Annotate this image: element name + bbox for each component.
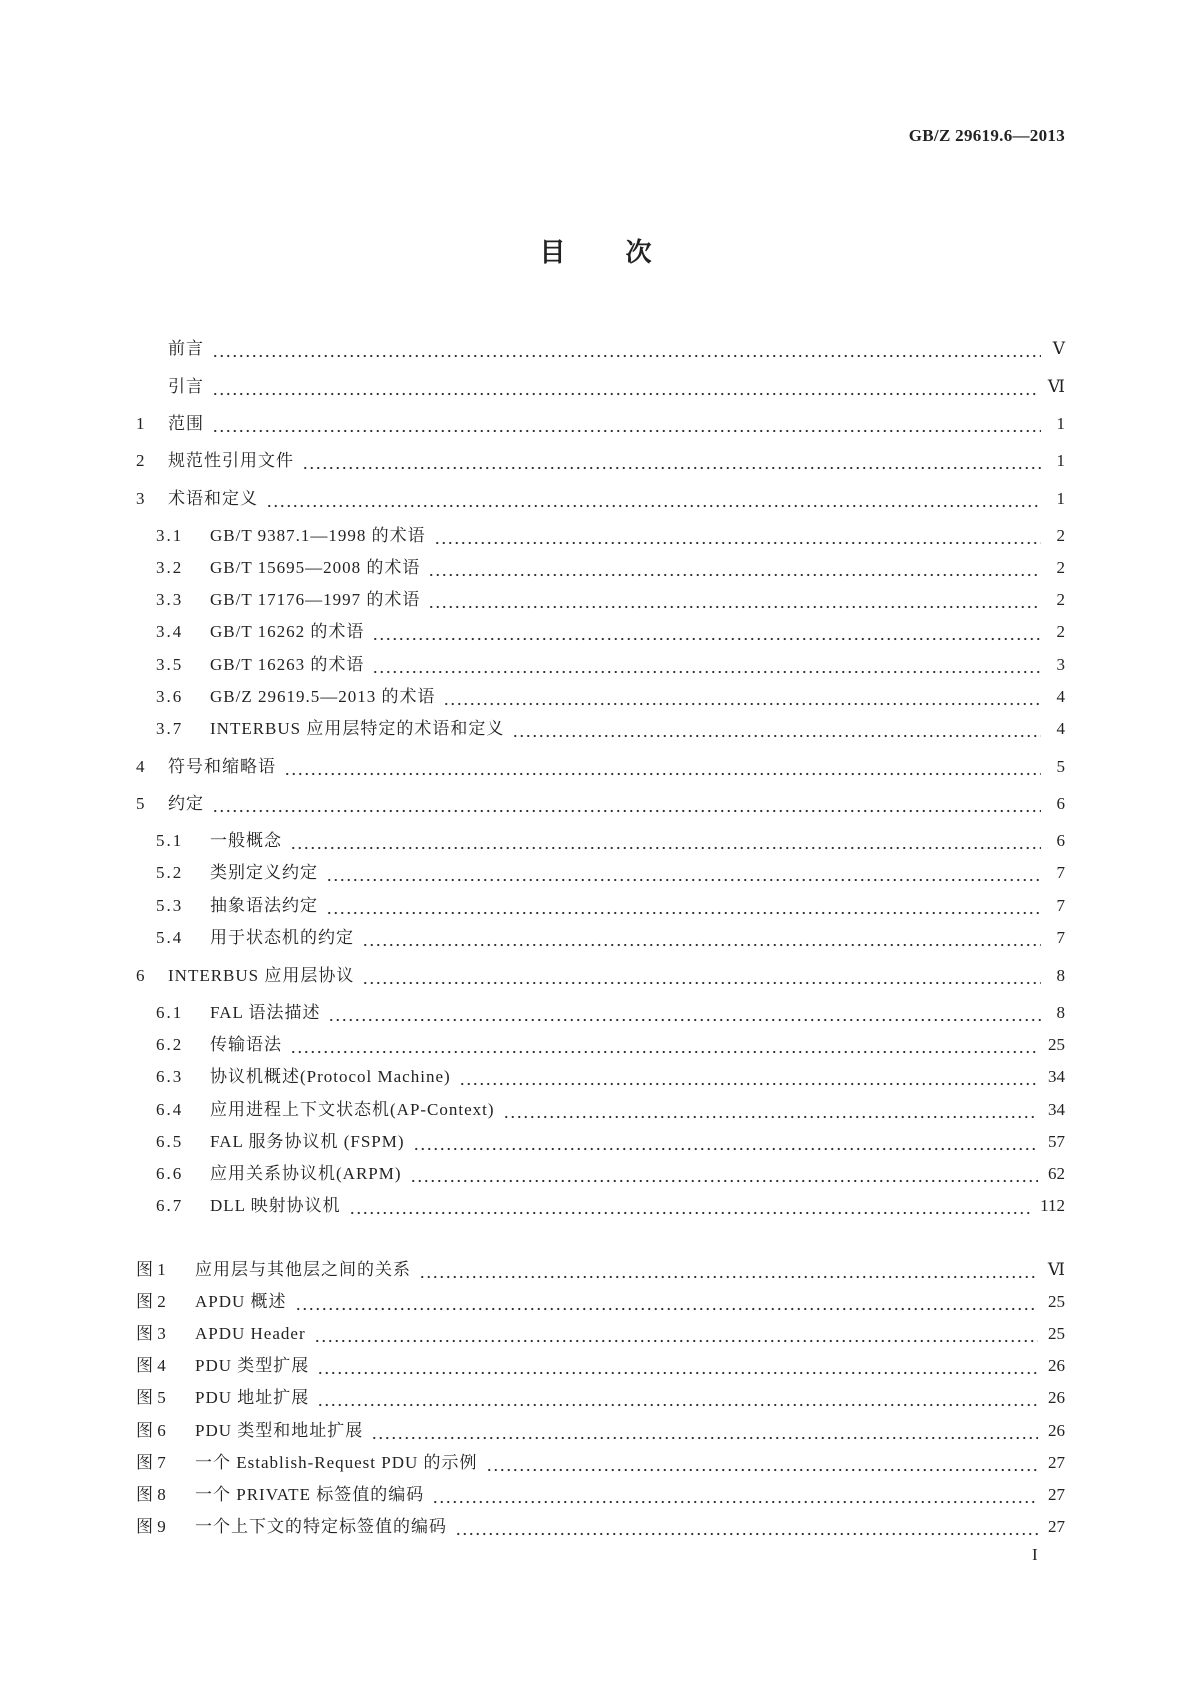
dot-leader xyxy=(432,1483,1038,1507)
entry-title: 抽象语法约定 xyxy=(210,896,318,915)
entry-number: 图 1 xyxy=(136,1260,166,1279)
entry-page: 1 xyxy=(1056,414,1065,433)
dot-leader xyxy=(326,894,1041,918)
entry-title: 类别定义约定 xyxy=(210,863,318,882)
entry-title: 协议机概述(Protocol Machine) xyxy=(210,1067,451,1086)
page-title xyxy=(0,232,1191,269)
entry-page: 1 xyxy=(1056,489,1065,508)
dot-leader xyxy=(317,1386,1038,1410)
dot-leader xyxy=(290,1033,1038,1057)
entry-page: 5 xyxy=(1056,757,1065,776)
entry-page: 57 xyxy=(1048,1132,1065,1151)
dot-leader xyxy=(326,861,1041,885)
dot-leader xyxy=(372,653,1041,677)
entry-number: 3.7 xyxy=(156,719,184,738)
entry-page: 8 xyxy=(1056,966,1065,985)
dot-leader xyxy=(486,1451,1038,1475)
dot-leader xyxy=(362,964,1041,988)
entry-number: 5.4 xyxy=(156,928,184,947)
entry-number: 6.4 xyxy=(156,1100,184,1119)
entry-page: Ⅴ xyxy=(1052,339,1065,358)
entry-page: 8 xyxy=(1056,1003,1065,1022)
entry-number: 图 5 xyxy=(136,1388,166,1408)
toc-entry[interactable] xyxy=(136,337,1065,361)
dot-leader xyxy=(413,1130,1038,1154)
toc-entry[interactable] xyxy=(136,792,1065,816)
toc-entry[interactable] xyxy=(156,653,1065,677)
entry-number: 6.5 xyxy=(156,1132,184,1151)
entry-number: 图 4 xyxy=(136,1356,166,1376)
entry-title: 一个 Establish-Request PDU 的示例 xyxy=(195,1452,478,1472)
toc-entry[interactable] xyxy=(156,1065,1065,1089)
toc-entry[interactable] xyxy=(156,1162,1065,1186)
entry-number: 图 6 xyxy=(136,1420,166,1440)
entry-page: 62 xyxy=(1048,1164,1065,1183)
dot-leader xyxy=(459,1065,1038,1089)
entry-title: 应用层与其他层之间的关系 xyxy=(195,1260,411,1279)
dot-leader xyxy=(419,1258,1038,1282)
entry-title: FAL 服务协议机 (FSPM) xyxy=(210,1132,405,1151)
toc-entry[interactable] xyxy=(136,1483,1065,1507)
entry-page: Ⅵ xyxy=(1047,377,1065,396)
entry-number: 3.1 xyxy=(156,526,184,545)
dot-leader xyxy=(317,1354,1038,1378)
entry-title: 约定 xyxy=(168,794,204,813)
dot-leader xyxy=(428,556,1041,580)
entry-title: APDU Header xyxy=(195,1324,306,1344)
dot-leader xyxy=(212,337,1041,361)
entry-number: 3.3 xyxy=(156,590,184,609)
entry-title: 范围 xyxy=(168,414,204,433)
entry-title: 符号和缩略语 xyxy=(168,757,276,776)
toc-entry[interactable] xyxy=(156,524,1065,548)
entry-title: 用于状态机的约定 xyxy=(210,928,354,947)
toc-entry[interactable] xyxy=(156,1033,1065,1057)
dot-leader xyxy=(212,375,1038,399)
entry-number: 图 7 xyxy=(136,1452,166,1472)
toc-entry[interactable] xyxy=(136,449,1065,473)
toc-entry[interactable] xyxy=(156,861,1065,885)
entry-title: 传输语法 xyxy=(210,1035,282,1054)
entry-title: 应用进程上下文状态机(AP-Context) xyxy=(210,1100,495,1119)
toc-entry[interactable] xyxy=(136,755,1065,779)
entry-title: PDU 类型和地址扩展 xyxy=(195,1420,364,1440)
toc-entry[interactable] xyxy=(156,1130,1065,1154)
entry-page: 2 xyxy=(1056,526,1065,545)
dot-leader xyxy=(284,755,1041,779)
entry-page: 27 xyxy=(1048,1452,1065,1472)
toc-entry[interactable] xyxy=(136,1258,1065,1282)
entry-page: 25 xyxy=(1048,1292,1065,1312)
toc-entry[interactable] xyxy=(136,1451,1065,1475)
entry-title: 规范性引用文件 xyxy=(168,451,294,470)
entry-number: 图 9 xyxy=(136,1516,166,1536)
entry-page: 6 xyxy=(1056,794,1065,813)
entry-page: Ⅵ xyxy=(1047,1260,1065,1279)
entry-page: 3 xyxy=(1056,655,1065,674)
entry-page: 2 xyxy=(1056,558,1065,577)
entry-number: 3.6 xyxy=(156,687,184,706)
dot-leader xyxy=(410,1162,1038,1186)
dot-leader xyxy=(314,1322,1038,1346)
title-char: 目 xyxy=(539,238,566,268)
dot-leader xyxy=(434,524,1041,548)
dot-leader xyxy=(212,792,1041,816)
entry-title: INTERBUS 应用层协议 xyxy=(168,966,355,985)
toc-entry[interactable] xyxy=(156,588,1065,612)
entry-number: 3.5 xyxy=(156,655,184,674)
toc-entry[interactable] xyxy=(156,685,1065,709)
entry-title: 术语和定义 xyxy=(168,489,258,508)
entry-title: GB/T 15695—2008 的术语 xyxy=(210,558,421,577)
entry-number: 图 2 xyxy=(136,1292,166,1312)
dot-leader xyxy=(443,685,1041,709)
dot-leader xyxy=(512,717,1041,741)
entry-page: 7 xyxy=(1056,896,1065,915)
entry-number: 5.1 xyxy=(156,831,184,850)
entry-page: 27 xyxy=(1048,1516,1065,1536)
entry-page: 112 xyxy=(1040,1196,1065,1215)
dot-leader xyxy=(266,487,1041,511)
entry-number: 3.2 xyxy=(156,558,184,577)
entry-title: 应用关系协议机(ARPM) xyxy=(210,1164,402,1183)
toc-entry[interactable] xyxy=(156,717,1065,741)
entry-number: 6 xyxy=(136,966,145,985)
entry-page: 26 xyxy=(1048,1356,1065,1376)
toc-entry[interactable] xyxy=(136,1419,1065,1443)
entry-title: 一个 PRIVATE 标签值的编码 xyxy=(195,1484,425,1504)
toc-entry[interactable] xyxy=(136,1386,1065,1410)
toc-entry[interactable] xyxy=(156,1001,1065,1025)
dot-leader xyxy=(455,1515,1038,1539)
toc-entry[interactable] xyxy=(156,894,1065,918)
toc-entry[interactable] xyxy=(156,620,1065,644)
entry-number: 5 xyxy=(136,794,145,813)
toc-entry[interactable] xyxy=(136,1515,1065,1539)
entry-page: 25 xyxy=(1048,1324,1065,1344)
toc-entry[interactable] xyxy=(136,412,1065,436)
entry-page: 6 xyxy=(1056,831,1065,850)
entry-number: 6.7 xyxy=(156,1196,184,1215)
entry-title: PDU 地址扩展 xyxy=(195,1388,310,1408)
dot-leader xyxy=(372,620,1041,644)
toc-entry[interactable] xyxy=(136,487,1065,511)
entry-page: 26 xyxy=(1048,1388,1065,1408)
entry-title: PDU 类型扩展 xyxy=(195,1356,310,1376)
title-char: 次 xyxy=(625,238,652,268)
entry-number: 3.4 xyxy=(156,622,184,641)
entry-number: 6.1 xyxy=(156,1003,184,1022)
toc-entry[interactable] xyxy=(156,556,1065,580)
entry-title: 前言 xyxy=(168,339,204,358)
entry-number: 1 xyxy=(136,414,145,433)
entry-title: 引言 xyxy=(168,377,204,396)
entry-title: GB/T 16262 的术语 xyxy=(210,622,365,641)
entry-page: 2 xyxy=(1056,590,1065,609)
toc-entry[interactable] xyxy=(156,926,1065,950)
entry-page: 34 xyxy=(1048,1067,1065,1086)
entry-number: 6.2 xyxy=(156,1035,184,1054)
entry-title: INTERBUS 应用层特定的术语和定义 xyxy=(210,719,505,738)
entry-number: 图 8 xyxy=(136,1484,166,1504)
entry-number: 2 xyxy=(136,451,145,470)
dot-leader xyxy=(295,1290,1038,1314)
entry-page: 26 xyxy=(1048,1420,1065,1440)
toc-entry[interactable] xyxy=(136,1290,1065,1314)
entry-page: 4 xyxy=(1056,719,1065,738)
entry-number: 3 xyxy=(136,489,145,508)
entry-page: 7 xyxy=(1056,863,1065,882)
toc-entry[interactable] xyxy=(136,1354,1065,1378)
entry-page: 4 xyxy=(1056,687,1065,706)
toc-entry[interactable] xyxy=(156,829,1065,853)
toc-entry[interactable] xyxy=(136,964,1065,988)
entry-page: 7 xyxy=(1056,928,1065,947)
page-number: I xyxy=(1032,1545,1038,1564)
toc-entry[interactable] xyxy=(136,1322,1065,1346)
standard-number: GB/Z 29619.6—2013 xyxy=(908,126,1065,145)
entry-page: 1 xyxy=(1056,451,1065,470)
entry-number: 6.3 xyxy=(156,1067,184,1086)
entry-title: GB/T 17176—1997 的术语 xyxy=(210,590,421,609)
toc-entry[interactable] xyxy=(136,375,1065,399)
dot-leader xyxy=(290,829,1041,853)
entry-number: 图 3 xyxy=(136,1324,166,1344)
entry-page: 27 xyxy=(1048,1484,1065,1504)
dot-leader xyxy=(503,1098,1038,1122)
entry-number: 5.3 xyxy=(156,896,184,915)
toc-entry[interactable] xyxy=(156,1194,1065,1218)
dot-leader xyxy=(428,588,1041,612)
dot-leader xyxy=(302,449,1041,473)
entry-number: 6.6 xyxy=(156,1164,184,1183)
entry-number: 4 xyxy=(136,757,145,776)
entry-number: 5.2 xyxy=(156,863,184,882)
entry-page: 2 xyxy=(1056,622,1065,641)
entry-title: GB/T 16263 的术语 xyxy=(210,655,365,674)
toc-entry[interactable] xyxy=(156,1098,1065,1122)
entry-title: APDU 概述 xyxy=(195,1292,287,1312)
entry-title: DLL 映射协议机 xyxy=(210,1196,341,1215)
entry-title: GB/T 9387.1—1998 的术语 xyxy=(210,526,426,545)
entry-page: 25 xyxy=(1048,1035,1065,1054)
entry-title: 一个上下文的特定标签值的编码 xyxy=(195,1516,447,1536)
entry-title: FAL 语法描述 xyxy=(210,1003,321,1022)
entry-page: 34 xyxy=(1048,1100,1065,1119)
dot-leader xyxy=(349,1194,1030,1218)
dot-leader xyxy=(328,1001,1041,1025)
dot-leader xyxy=(371,1419,1038,1443)
dot-leader xyxy=(362,926,1041,950)
dot-leader xyxy=(212,412,1041,436)
entry-title: GB/Z 29619.5—2013 的术语 xyxy=(210,687,436,706)
entry-title: 一般概念 xyxy=(210,831,282,850)
